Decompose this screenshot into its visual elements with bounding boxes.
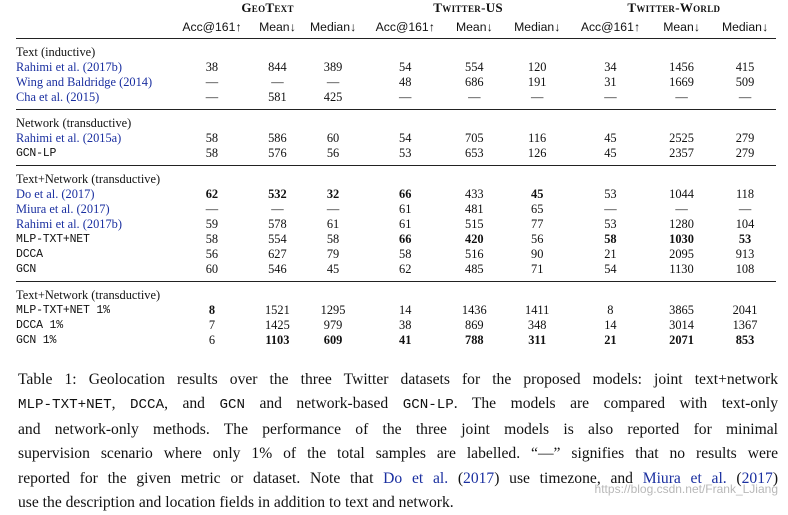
table-cell: 853 (735, 333, 755, 347)
group-label: Text (inductive) (16, 44, 96, 59)
model-name: DCCA (16, 248, 43, 261)
model-name[interactable]: Miura et al. (2017) (16, 202, 110, 216)
results-table (16, 0, 776, 352)
group-header-row (16, 110, 776, 132)
group-header-row (16, 39, 776, 61)
table-cell: 2041 (732, 303, 758, 317)
table-cell: 2095 (669, 247, 694, 261)
table-cell: 1436 (461, 303, 487, 317)
table-cell: 2357 (669, 146, 694, 160)
table-row (16, 131, 776, 146)
table-cell: 48 (399, 75, 412, 89)
table-cell: 1280 (669, 217, 694, 231)
table-cell: 62 (205, 187, 219, 201)
table-cell: 6 (208, 333, 216, 347)
table-cell: 21 (604, 247, 617, 261)
model-name: DCCA 1% (16, 319, 63, 332)
table-cell: 45 (604, 146, 617, 160)
table-cell: 913 (735, 247, 755, 261)
table-cell: 509 (735, 75, 755, 89)
table-cell: 61 (399, 217, 412, 231)
table-cell: — (738, 90, 752, 104)
table-cell: 586 (268, 131, 287, 145)
table-cell: 627 (268, 247, 287, 261)
model-name[interactable]: Wing and Baldridge (2014) (16, 75, 153, 89)
table-cell: 56 (326, 146, 340, 160)
table-cell: — (271, 75, 284, 89)
table-cell: 14 (604, 318, 617, 332)
table-cell: 1030 (669, 232, 694, 246)
table-cell: 118 (735, 187, 755, 201)
table-cell: — (675, 90, 688, 104)
table-cell: 609 (323, 333, 343, 347)
model-name: MLP-TXT+NET (16, 233, 90, 246)
table-cell: 1367 (732, 318, 758, 332)
group-label: Network (transductive) (16, 110, 776, 132)
metric-header-row (16, 16, 776, 39)
metric-header: Median↓ (503, 16, 572, 39)
table-cell: 979 (323, 318, 343, 332)
table-cell: 546 (268, 262, 287, 276)
table-cell: 485 (465, 262, 484, 276)
group-header-row (16, 282, 776, 304)
table-cell: — (326, 75, 340, 89)
table-cell: — (604, 90, 617, 104)
table-row (16, 60, 776, 75)
table-row (16, 232, 776, 247)
caption-line: and network-only methods. The performance of the three joint models is also reported for minimal (18, 420, 778, 438)
table-cell: 54 (399, 131, 412, 145)
table-cell: — (531, 90, 544, 104)
watermark: https://blog.csdn.net/Frank_LJiang (594, 482, 778, 496)
table-cell: 2525 (669, 131, 694, 145)
table-cell: 8 (208, 303, 216, 317)
table-cell: — (205, 202, 219, 216)
dataset-header: GeoText (241, 0, 294, 15)
table-cell: 65 (531, 202, 544, 216)
dataset-header: Twitter-World (627, 0, 721, 15)
table-cell: 90 (531, 247, 544, 261)
table-cell: — (675, 202, 688, 216)
caption-line: Table 1: Geolocation results over the three Twitter datasets for the proposed models: joint text+network (18, 371, 778, 388)
table-cell: 77 (531, 217, 544, 231)
table-cell: 104 (735, 217, 755, 231)
table-row (16, 303, 776, 318)
table-cell: 554 (465, 60, 484, 74)
table-row (16, 262, 776, 282)
table-cell: 653 (465, 146, 484, 160)
table-cell: 844 (268, 60, 287, 74)
table-cell: 58 (399, 247, 412, 261)
table-cell: 58 (604, 232, 617, 246)
metric-header: Mean↓ (446, 16, 503, 39)
table-cell: 62 (399, 262, 412, 276)
citation-link[interactable]: 2017 (741, 469, 773, 487)
metric-header: Median↓ (302, 16, 365, 39)
table-row (16, 318, 776, 333)
model-name: GCN (16, 263, 37, 276)
table-cell: 58 (205, 131, 219, 145)
table-cell: 38 (399, 318, 412, 332)
table-cell: — (738, 202, 752, 216)
table-cell: 53 (399, 146, 412, 160)
model-name[interactable]: Rahimi et al. (2017b) (16, 60, 122, 74)
table-cell: 1425 (264, 318, 290, 332)
table-cell: 45 (326, 262, 340, 276)
table-cell: 516 (465, 247, 484, 261)
table-cell: 1456 (669, 60, 694, 74)
table-cell: — (468, 90, 481, 104)
table-row (16, 333, 776, 352)
table-cell: 1103 (265, 333, 290, 347)
model-name[interactable]: Do et al. (2017) (16, 187, 95, 201)
table-cell: 66 (399, 187, 412, 201)
table-body (16, 39, 776, 353)
table-cell: 389 (323, 60, 343, 74)
dataset-header: Twitter-US (433, 0, 503, 15)
model-name[interactable]: Rahimi et al. (2015a) (16, 131, 122, 145)
table-cell: — (326, 202, 340, 216)
metric-header: Acc@161↑ (365, 16, 446, 39)
table-cell: 59 (205, 217, 219, 231)
metric-header: Median↓ (714, 16, 776, 39)
table-cell: 21 (604, 333, 617, 347)
table-cell: 279 (735, 146, 755, 160)
model-name[interactable]: Rahimi et al. (2017b) (16, 217, 122, 231)
citation-link[interactable]: Do et al. (383, 469, 449, 487)
table-cell: 31 (604, 75, 617, 89)
caption-line: supervision scenario where only 1% of the total samples are labelled. “—” signifies that no results were (18, 445, 778, 463)
table-cell: — (271, 202, 284, 216)
table-cell: 60 (326, 131, 340, 145)
table-cell: 120 (527, 60, 547, 74)
table-cell: 788 (465, 333, 484, 347)
table-cell: 581 (268, 90, 287, 104)
table-cell: 279 (735, 131, 755, 145)
table-cell: 3014 (669, 318, 694, 332)
table-cell: 41 (399, 333, 412, 347)
table-cell: 1411 (525, 303, 550, 317)
table-cell: 515 (465, 217, 484, 231)
table-cell: 554 (268, 232, 287, 246)
table-row (16, 247, 776, 262)
model-name: MLP-TXT+NET 1% (16, 304, 110, 317)
caption-line: use the description and location fields in addition to text and network. (18, 494, 454, 512)
table-cell: 45 (604, 131, 617, 145)
metric-header: Acc@161↑ (171, 16, 253, 39)
table-cell: 2071 (669, 333, 694, 347)
table-cell: — (205, 90, 219, 104)
table-cell: 481 (465, 202, 484, 216)
model-name: GCN 1% (16, 334, 57, 347)
table-cell: 126 (527, 146, 547, 160)
table-cell: 348 (527, 318, 547, 332)
table-cell: 116 (528, 131, 547, 145)
table-cell: 1295 (320, 303, 346, 317)
citation-link[interactable]: 2017 (463, 469, 495, 487)
table-cell: 1669 (669, 75, 694, 89)
table-cell: 433 (465, 187, 484, 201)
table-cell: 576 (268, 146, 287, 160)
table-cell: 61 (326, 217, 340, 231)
table-cell: 686 (465, 75, 484, 89)
table-cell: 7 (208, 318, 216, 332)
table-cell: 38 (205, 60, 219, 74)
citation-link[interactable]: Miura et al. (642, 469, 727, 487)
table-cell: 71 (531, 262, 544, 276)
table-cell: 34 (604, 60, 617, 74)
table-cell: 14 (399, 303, 412, 317)
table-cell: 532 (268, 187, 287, 201)
table-cell: 415 (735, 60, 755, 74)
table-row (16, 217, 776, 232)
table-cell: 54 (604, 262, 617, 276)
table-cell: 1521 (264, 303, 290, 317)
table-row (16, 90, 776, 110)
caption-line: MLP-TXT+NET, DCCA, and GCN and network-based GCN-LP. The models are compared with text-only (18, 395, 778, 414)
table-cell: 66 (399, 232, 412, 246)
table-cell: 58 (205, 146, 219, 160)
table-cell: 79 (326, 247, 340, 261)
table-cell: 311 (528, 333, 547, 347)
metric-header: Acc@161↑ (572, 16, 649, 39)
table-cell: 53 (738, 232, 752, 246)
table-cell: 108 (735, 262, 755, 276)
group-header-row (16, 166, 776, 188)
table-cell: 56 (531, 232, 544, 246)
table-cell: — (205, 75, 219, 89)
table-cell: 58 (205, 232, 219, 246)
table-cell: 705 (465, 131, 484, 145)
table-cell: 3865 (669, 303, 694, 317)
table-cell: 420 (465, 232, 484, 246)
table-row (16, 146, 776, 166)
model-name: GCN-LP (16, 147, 57, 160)
table-cell: 60 (205, 262, 219, 276)
table-cell: 1130 (669, 262, 694, 276)
table-cell: — (604, 202, 617, 216)
table-cell: 53 (604, 187, 617, 201)
table-cell: 425 (323, 90, 343, 104)
table-cell: 45 (531, 187, 544, 201)
table-cell: 56 (205, 247, 219, 261)
table-cell: — (399, 90, 412, 104)
table-cell: 32 (326, 187, 340, 201)
model-name[interactable]: Cha et al. (2015) (16, 90, 100, 104)
dataset-header-row (16, 0, 776, 16)
group-label: Text+Network (transductive) (16, 282, 776, 304)
table-row (16, 202, 776, 217)
table-cell: 8 (607, 303, 614, 317)
table-cell: 1044 (669, 187, 694, 201)
table-row (16, 187, 776, 202)
table-row (16, 75, 776, 90)
table-cell: 191 (527, 75, 547, 89)
table-cell: 54 (399, 60, 412, 74)
table-cell: 578 (268, 217, 287, 231)
table-cell: 869 (465, 318, 484, 332)
group-label: Text+Network (transductive) (16, 166, 776, 188)
caption-line: reported for the given metric or dataset. Note that Do et al. (2017) use timezone, and Miura et al. (2017) (18, 469, 779, 487)
table-cell: 61 (399, 202, 412, 216)
metric-header: Mean↓ (253, 16, 301, 39)
table-cell: 58 (326, 232, 340, 246)
table-cell: 53 (604, 217, 617, 231)
metric-header: Mean↓ (649, 16, 714, 39)
